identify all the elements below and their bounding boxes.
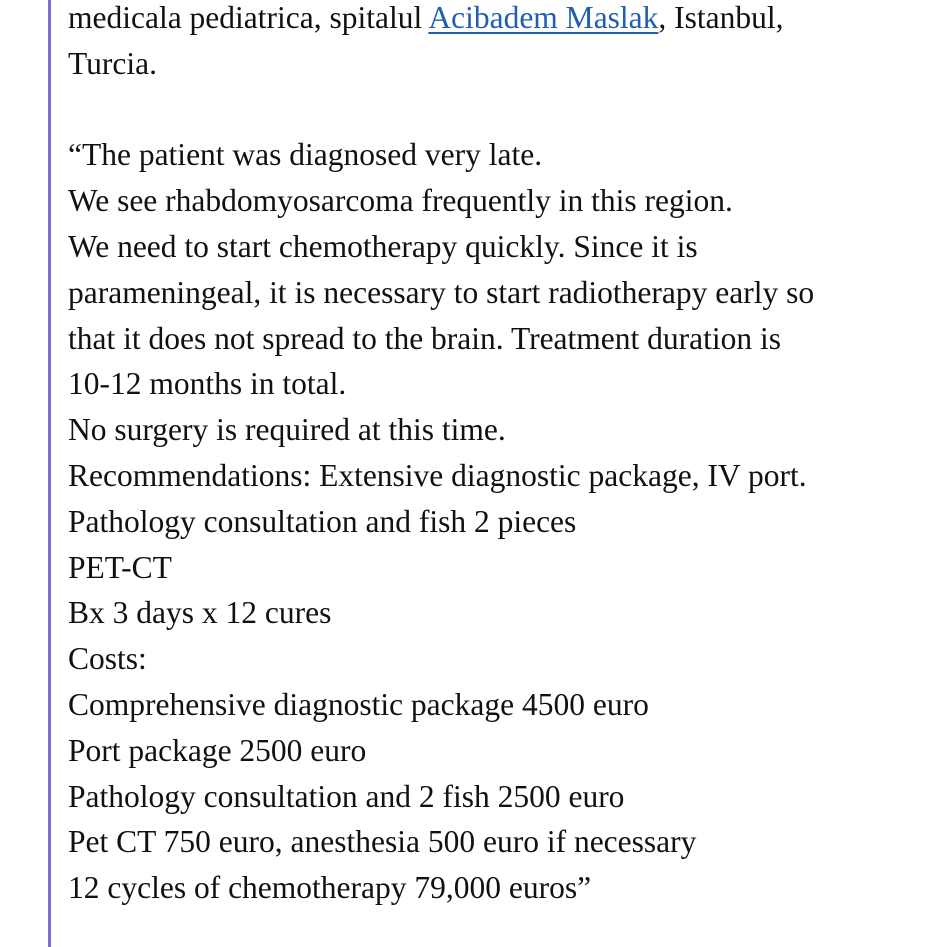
quote-line: Pathology consultation and fish 2 pieces (68, 503, 577, 539)
quote-line: 12 cycles of chemotherapy 79,000 euros” (68, 870, 592, 906)
intro-line-2: Turcia. (68, 45, 157, 81)
quote-line: “The patient was diagnosed very late. (68, 137, 543, 173)
quote-line: parameningeal, it is necessary to start radiotherapy early so (68, 274, 815, 310)
quote-line: Port package 2500 euro (68, 732, 367, 768)
quote-line: No surgery is required at this time. (68, 412, 506, 448)
quote-line: Pathology consultation and 2 fish 2500 euro (68, 778, 625, 814)
blockquote-bar (48, 0, 51, 947)
quote-line: Costs: (68, 641, 147, 677)
quote-line: We see rhabdomyosarcoma frequently in this region. (68, 183, 733, 219)
quote-line: We need to start chemotherapy quickly. Since it is (68, 228, 698, 264)
quote-line: that it does not spread to the brain. Treatment duration is (68, 320, 782, 356)
intro-text-after-link: , Istanbul, (658, 0, 784, 35)
quote-line: PET-CT (68, 549, 172, 585)
quote-line: Pet CT 750 euro, anesthesia 500 euro if necessary (68, 824, 697, 860)
quote-line: Recommendations: Extensive diagnostic package, IV port. (68, 457, 807, 493)
intro-text-before-link: medicala pediatrica, spitalul (68, 0, 429, 35)
intro-line-1 (68, 0, 928, 41)
blank-line (68, 87, 928, 133)
quote-line: Comprehensive diagnostic package 4500 euro (68, 686, 649, 722)
blockquote-content (68, 0, 928, 911)
quote-line: 10-12 months in total. (68, 366, 347, 402)
hospital-link[interactable]: Acibadem Maslak (428, 0, 659, 35)
quote-line: Bx 3 days x 12 cures (68, 595, 332, 631)
